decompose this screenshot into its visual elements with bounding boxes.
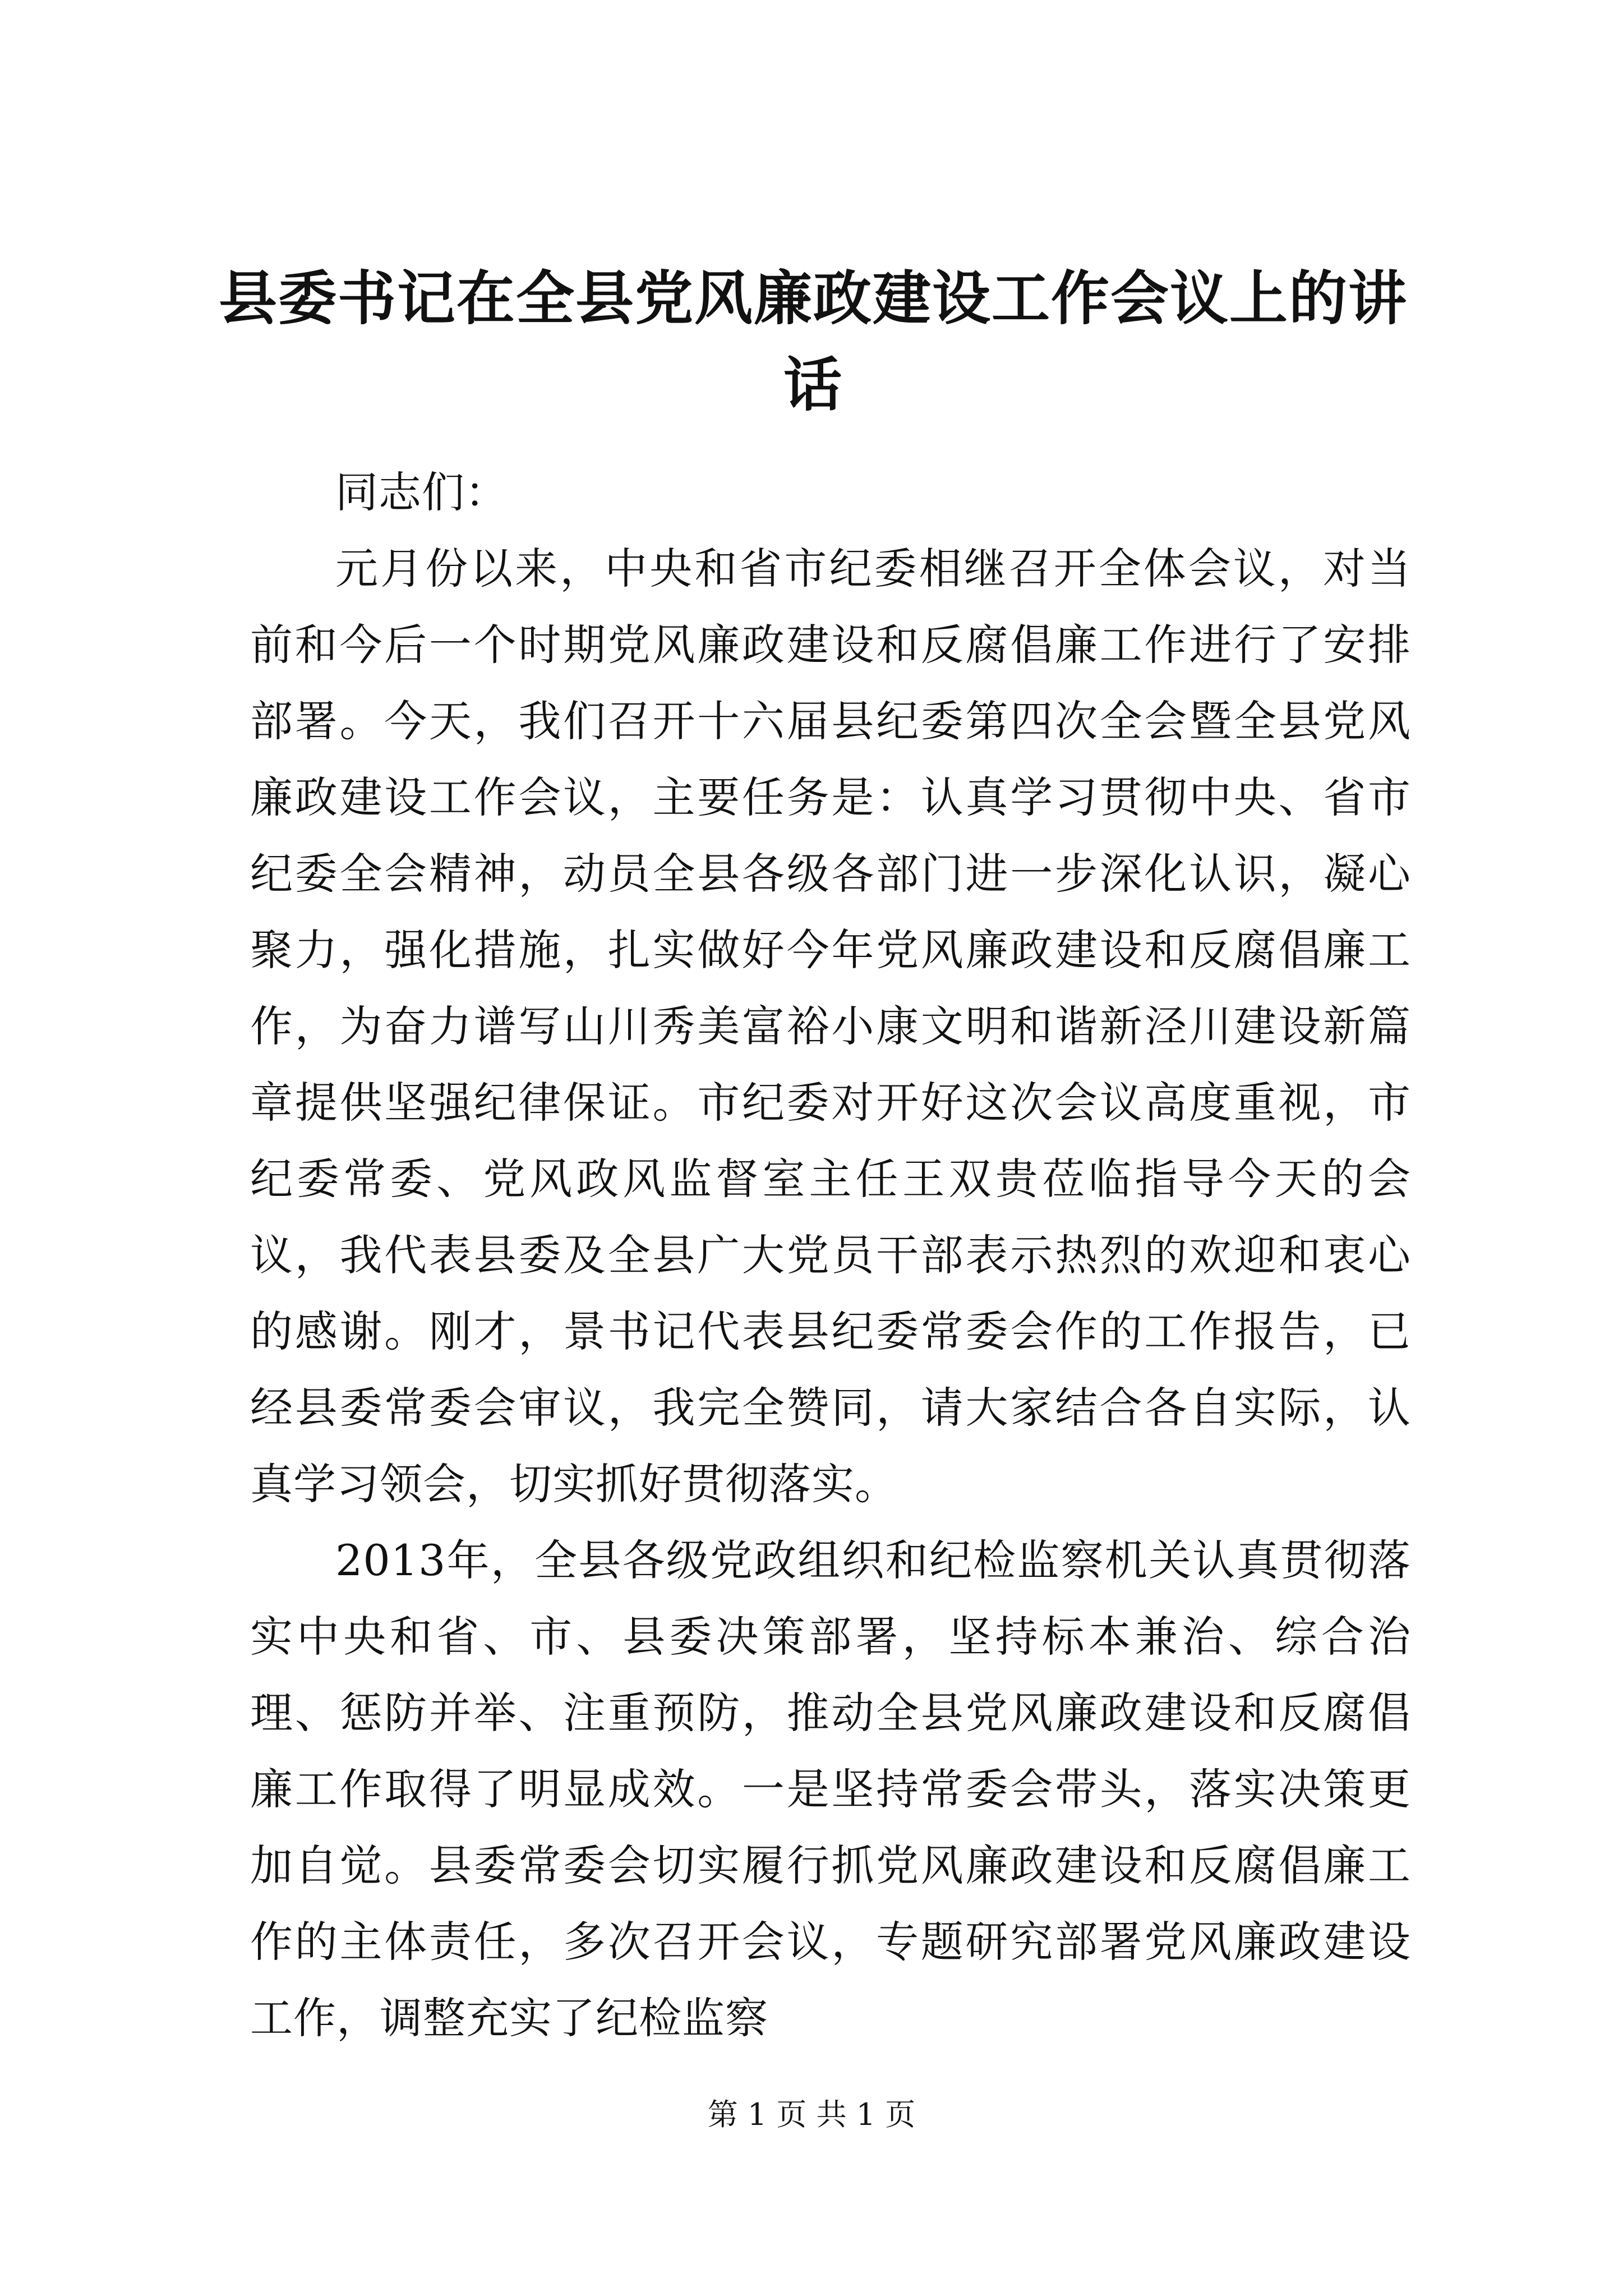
- page-number: 第 1 页 共 1 页: [707, 2097, 916, 2132]
- body-paragraph: 2013年，全县各级党政组织和纪检监察机关认真贯彻落实中央和省、市、县委决策部署，坚持标本兼治、综合治理、惩防并举、注重预防，推动全县党风廉政建设和反腐倡廉工作取得了明显成效。一是坚持常委会带头，落实决策更加自觉。县委常委会切实履行抓党风廉政建设和反腐倡廉工作的主体责任，多次召开会议，专题研究部署党风廉政建设工作，调整充实了纪检监察: [250, 1535, 1411, 2043]
- page-footer: [0, 2095, 1623, 2134]
- salutation: 同志们：: [335, 467, 508, 517]
- document-title: 县委书记在全县党风廉政建设工作会议上的讲话: [218, 264, 1408, 419]
- document-body: [250, 454, 1411, 2056]
- body-paragraph: 元月份以来，中央和省市纪委相继召开全体会议，对当前和今后一个时期党风廉政建设和反腐倡廉工作进行了安排部署。今天，我们召开十六届县纪委第四次全会暨全县党风廉政建设工作会议，主要任务是：认真学习贯彻中央、省市纪委全会精神，动员全县各级各部门进一步深化认识，凝心聚力，强化措施，扎实做好今年党风廉政建设和反腐倡廉工作，为奋力谱写山川秀美富裕小康文明和谐新泾川建设新篇章提供坚强纪律保证。市纪委对开好这次会议高度重视，市纪委常委、党风政风监督室主任王双贵莅临指导今天的会议，我代表县委及全县广大党员干部表示热烈的欢迎和衷心的感谢。刚才，景书记代表县纪委常委会作的工作报告，已经县委常委会审议，我完全赞同，请大家结合各自实际，认真学习领会，切实抓好贯彻落实。: [250, 544, 1411, 1509]
